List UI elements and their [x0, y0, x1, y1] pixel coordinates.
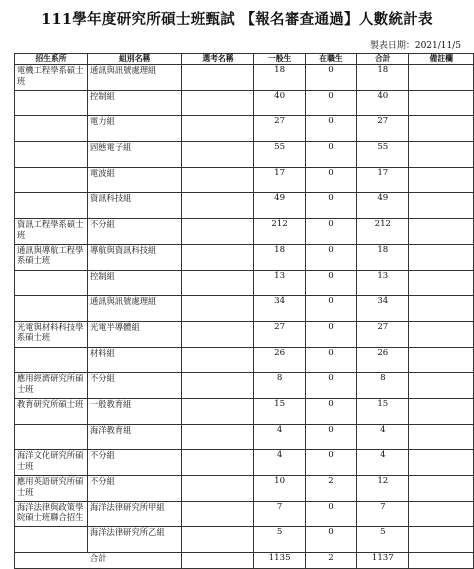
- remarks-cell: [409, 476, 474, 502]
- total-count-cell: 26: [357, 347, 409, 373]
- general-count-cell: 18: [254, 244, 305, 270]
- total-count-cell: 49: [357, 193, 409, 219]
- dept-cell: 電機工程學系碩士班: [15, 65, 88, 91]
- total-count-cell: 5: [357, 527, 409, 553]
- employed-count-cell: 2: [305, 476, 356, 502]
- total-employed: 2: [305, 553, 356, 569]
- general-count-cell: 55: [254, 142, 305, 168]
- col-header-group: 組別名稱: [87, 54, 182, 65]
- dept-cell: [15, 90, 88, 116]
- total-count-cell: 12: [357, 476, 409, 502]
- col-header-remarks: 備註欄: [409, 54, 474, 65]
- exam-cell: [182, 116, 254, 142]
- general-count-cell: 49: [254, 193, 305, 219]
- exam-cell: [182, 373, 254, 399]
- total-count-cell: 40: [357, 90, 409, 116]
- remarks-cell: [409, 450, 474, 476]
- table-row: [15, 321, 474, 347]
- total-label: 合計: [15, 553, 182, 569]
- total-count-cell: 18: [357, 65, 409, 91]
- table-row: [15, 373, 474, 399]
- general-count-cell: 40: [254, 90, 305, 116]
- remarks-cell: [409, 65, 474, 91]
- table-row: [15, 116, 474, 142]
- dept-cell: 通訊與導航工程學系碩士班: [15, 244, 88, 270]
- remarks-cell: [409, 501, 474, 527]
- total-count-cell: 7: [357, 501, 409, 527]
- group-cell: 電力組: [87, 116, 182, 142]
- total-row: [15, 553, 474, 569]
- total-general: 1135: [254, 553, 305, 569]
- exam-cell: [182, 450, 254, 476]
- dept-cell: [15, 527, 88, 553]
- table-row: [15, 501, 474, 527]
- general-count-cell: 26: [254, 347, 305, 373]
- exam-cell: [182, 270, 254, 296]
- dept-cell: [15, 116, 88, 142]
- general-count-cell: 4: [254, 450, 305, 476]
- group-cell: 海洋法律研究所乙組: [87, 527, 182, 553]
- remarks-cell: [409, 398, 474, 424]
- exam-cell: [182, 167, 254, 193]
- total-count-cell: 27: [357, 321, 409, 347]
- remarks-cell: [409, 296, 474, 322]
- exam-cell: [182, 142, 254, 168]
- group-cell: 不分組: [87, 219, 182, 245]
- date-value: 2021/11/5: [414, 41, 461, 51]
- remarks-cell: [409, 373, 474, 399]
- table-row: [15, 244, 474, 270]
- general-count-cell: 15: [254, 398, 305, 424]
- employed-count-cell: 0: [305, 65, 356, 91]
- report-date: [370, 38, 461, 51]
- exam-cell: [182, 321, 254, 347]
- total-count-cell: 212: [357, 219, 409, 245]
- table-row: [15, 142, 474, 168]
- employed-count-cell: 0: [305, 270, 356, 296]
- group-cell: 不分組: [87, 476, 182, 502]
- table-row: [15, 65, 474, 91]
- dept-cell: [15, 270, 88, 296]
- document-title: 111學年度研究所碩士班甄試 【報名審查通過】人數統計表: [41, 11, 433, 28]
- remarks-cell: [409, 270, 474, 296]
- employed-count-cell: 0: [305, 450, 356, 476]
- employed-count-cell: 0: [305, 527, 356, 553]
- general-count-cell: 10: [254, 476, 305, 502]
- employed-count-cell: 0: [305, 296, 356, 322]
- total-count-cell: 18: [357, 244, 409, 270]
- dept-cell: 海洋法律與政策學院碩士班聯合招生: [15, 501, 88, 527]
- employed-count-cell: 0: [305, 90, 356, 116]
- dept-cell: 應用經濟研究所碩士班: [15, 373, 88, 399]
- employed-count-cell: 0: [305, 373, 356, 399]
- statistics-table: [14, 53, 474, 569]
- table-row: [15, 424, 474, 450]
- table-row: [15, 193, 474, 219]
- table-row: [15, 167, 474, 193]
- general-count-cell: 27: [254, 116, 305, 142]
- general-count-cell: 5: [254, 527, 305, 553]
- remarks-cell: [409, 193, 474, 219]
- date-label: 製表日期：: [369, 41, 415, 51]
- dept-cell: [15, 296, 88, 322]
- total-count-cell: 4: [357, 424, 409, 450]
- table-row: [15, 90, 474, 116]
- table-row: [15, 527, 474, 553]
- total-count-cell: 4: [357, 450, 409, 476]
- group-cell: 海洋法律研究所甲組: [87, 501, 182, 527]
- table-row: [15, 476, 474, 502]
- general-count-cell: 212: [254, 219, 305, 245]
- exam-cell: [182, 347, 254, 373]
- dept-cell: 教育研究所碩士班: [15, 398, 88, 424]
- general-count-cell: 4: [254, 424, 305, 450]
- remarks-cell: [409, 116, 474, 142]
- dept-cell: 光電與材料科技學系碩士班: [15, 321, 88, 347]
- table-row: [15, 270, 474, 296]
- remarks-cell: [409, 90, 474, 116]
- table-row: [15, 450, 474, 476]
- general-count-cell: 27: [254, 321, 305, 347]
- employed-count-cell: 0: [305, 244, 356, 270]
- exam-cell: [182, 501, 254, 527]
- dept-cell: [15, 142, 88, 168]
- employed-count-cell: 0: [305, 116, 356, 142]
- total-count-cell: 17: [357, 167, 409, 193]
- remarks-cell: [409, 219, 474, 245]
- remarks-cell: [409, 321, 474, 347]
- group-cell: 資訊科技組: [87, 193, 182, 219]
- general-count-cell: 13: [254, 270, 305, 296]
- col-header-exam: 選考名稱: [182, 54, 254, 65]
- group-cell: 通訊與訊號處理組: [87, 65, 182, 91]
- general-count-cell: 8: [254, 373, 305, 399]
- employed-count-cell: 0: [305, 347, 356, 373]
- group-cell: 不分組: [87, 450, 182, 476]
- total-count-cell: 34: [357, 296, 409, 322]
- remarks-cell: [409, 167, 474, 193]
- group-cell: 光電半導體組: [87, 321, 182, 347]
- group-cell: 海洋教育組: [87, 424, 182, 450]
- table-row: [15, 398, 474, 424]
- col-header-total: 合計: [357, 54, 409, 65]
- exam-cell: [182, 244, 254, 270]
- table-row: [15, 347, 474, 373]
- group-cell: 通訊與訊號處理組: [87, 296, 182, 322]
- dept-cell: 應用英語研究所碩士班: [15, 476, 88, 502]
- exam-cell: [182, 296, 254, 322]
- employed-count-cell: 0: [305, 219, 356, 245]
- col-header-employed: 在職生: [305, 54, 356, 65]
- general-count-cell: 18: [254, 65, 305, 91]
- total-count-cell: 55: [357, 142, 409, 168]
- total-sum: 1137: [357, 553, 409, 569]
- group-cell: 材料組: [87, 347, 182, 373]
- dept-cell: [15, 424, 88, 450]
- total-exam-cell: [182, 553, 254, 569]
- col-header-general: 一般生: [254, 54, 305, 65]
- total-remarks-cell: [409, 553, 474, 569]
- general-count-cell: 7: [254, 501, 305, 527]
- exam-cell: [182, 398, 254, 424]
- group-cell: 控制組: [87, 270, 182, 296]
- dept-cell: 資訊工程學系碩士班: [15, 219, 88, 245]
- exam-cell: [182, 193, 254, 219]
- exam-cell: [182, 424, 254, 450]
- employed-count-cell: 0: [305, 424, 356, 450]
- employed-count-cell: 0: [305, 193, 356, 219]
- group-cell: 固態電子組: [87, 142, 182, 168]
- col-header-dept: 招生系所: [15, 54, 88, 65]
- group-cell: 不分組: [87, 373, 182, 399]
- exam-cell: [182, 527, 254, 553]
- remarks-cell: [409, 424, 474, 450]
- exam-cell: [182, 219, 254, 245]
- dept-cell: [15, 347, 88, 373]
- group-cell: 導航與資訊科技組: [87, 244, 182, 270]
- total-count-cell: 13: [357, 270, 409, 296]
- remarks-cell: [409, 142, 474, 168]
- table-row: [15, 296, 474, 322]
- dept-cell: 海洋文化研究所碩士班: [15, 450, 88, 476]
- exam-cell: [182, 65, 254, 91]
- group-cell: 一般教育組: [87, 398, 182, 424]
- total-count-cell: 15: [357, 398, 409, 424]
- total-count-cell: 27: [357, 116, 409, 142]
- employed-count-cell: 0: [305, 142, 356, 168]
- remarks-cell: [409, 244, 474, 270]
- general-count-cell: 17: [254, 167, 305, 193]
- dept-cell: [15, 167, 88, 193]
- dept-cell: [15, 193, 88, 219]
- remarks-cell: [409, 527, 474, 553]
- group-cell: 電波組: [87, 167, 182, 193]
- employed-count-cell: 0: [305, 398, 356, 424]
- group-cell: 控制組: [87, 90, 182, 116]
- exam-cell: [182, 90, 254, 116]
- employed-count-cell: 0: [305, 501, 356, 527]
- general-count-cell: 34: [254, 296, 305, 322]
- employed-count-cell: 0: [305, 321, 356, 347]
- exam-cell: [182, 476, 254, 502]
- total-count-cell: 8: [357, 373, 409, 399]
- remarks-cell: [409, 347, 474, 373]
- table-row: [15, 219, 474, 245]
- employed-count-cell: 0: [305, 167, 356, 193]
